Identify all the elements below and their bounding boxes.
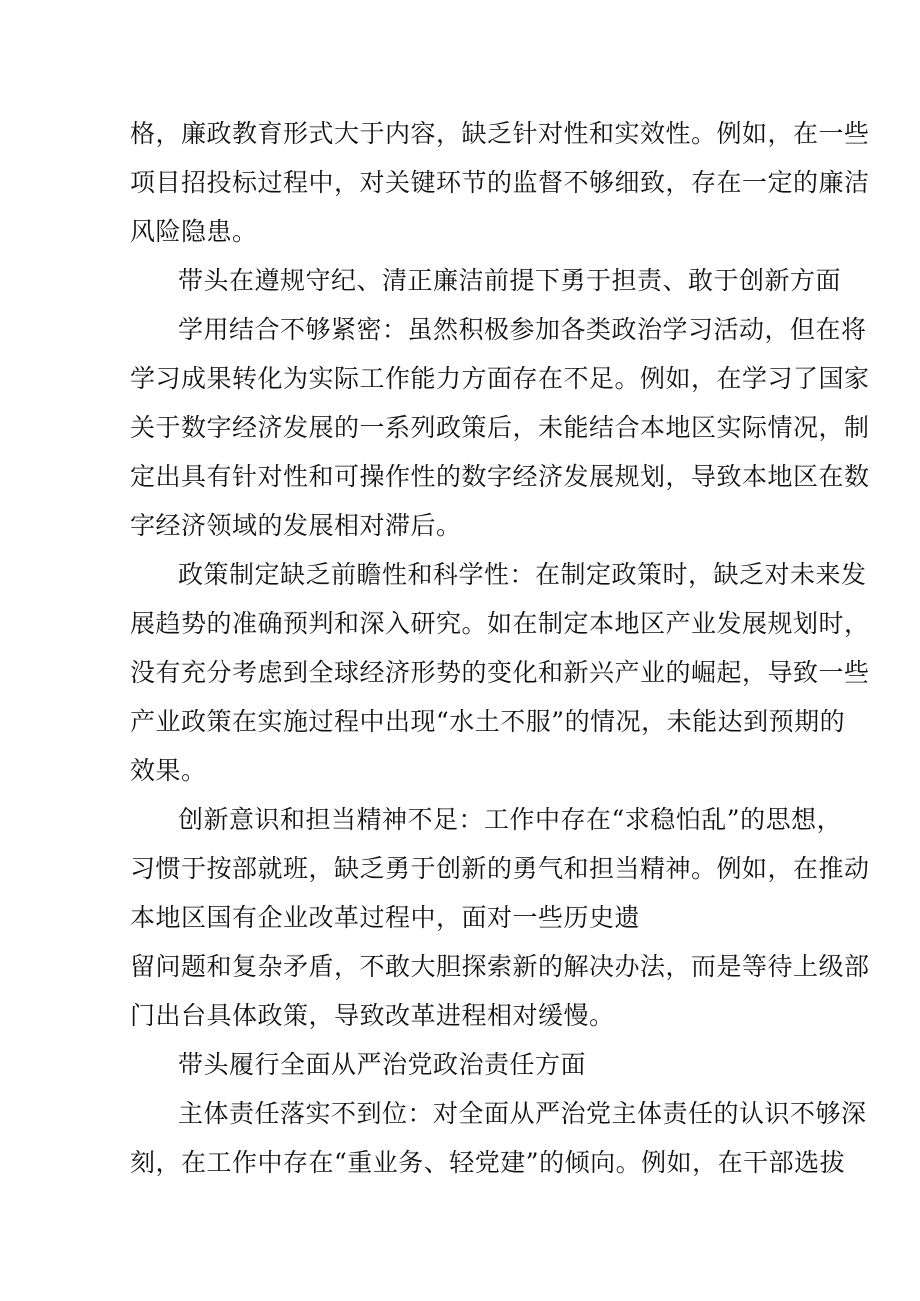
text-line: 关于数字经济发展的一系列政策后，未能结合本地区实际情况，制 (130, 413, 870, 442)
text-line: 刻，在工作中存在“重业务、轻党建”的倾向。例如，在干部选拔 (130, 1148, 846, 1177)
text-line: 创新意识和担当精神不足：工作中存在“求稳怕乱”的思想， (178, 805, 843, 834)
text-line: 本地区国有企业改革过程中，面对一些历史遗 (130, 903, 641, 932)
text-line: 展趋势的准确预判和深入研究。如在制定本地区产业发展规划时， (130, 609, 870, 638)
text-line: 产业政策在实施过程中出现“水土不服”的情况，未能达到预期的 (130, 707, 846, 736)
text-line: 没有充分考虑到全球经济形势的变化和新兴产业的崛起，导致一些 (130, 658, 870, 687)
text-line: 主体责任落实不到位：对全面从严治党主体责任的认识不够深 (178, 1099, 867, 1128)
text-line: 定出具有针对性和可操作性的数字经济发展规划，导致本地区在数 (130, 462, 870, 491)
text-line: 习惯于按部就班，缺乏勇于创新的勇气和担当精神。例如，在推动 (130, 854, 870, 883)
text-line: 留问题和复杂矛盾，不敢大胆探索新的解决办法，而是等待上级部 (130, 952, 870, 981)
text-line: 政策制定缺乏前瞻性和科学性：在制定政策时，缺乏对未来发 (178, 560, 867, 589)
text-line: 字经济领域的发展相对滞后。 (130, 511, 462, 540)
text-line: 格，廉政教育形式大于内容，缺乏针对性和实效性。例如，在一些 (130, 119, 870, 148)
text-line: 风险隐患。 (130, 217, 258, 246)
section-heading: 带头履行全面从严治党政治责任方面 (178, 1050, 587, 1079)
text-line: 效果。 (130, 756, 207, 785)
text-line: 学用结合不够紧密：虽然积极参加各类政治学习活动，但在将 (178, 315, 867, 344)
section-heading: 带头在遵规守纪、清正廉洁前提下勇于担责、敢于创新方面 (178, 266, 842, 295)
text-line: 项目招投标过程中，对关键环节的监督不够细致，存在一定的廉洁 (130, 168, 870, 197)
text-line: 门出台具体政策，导致改革进程相对缓慢。 (130, 1001, 615, 1030)
text-line: 学习成果转化为实际工作能力方面存在不足。例如，在学习了国家 (130, 364, 870, 393)
